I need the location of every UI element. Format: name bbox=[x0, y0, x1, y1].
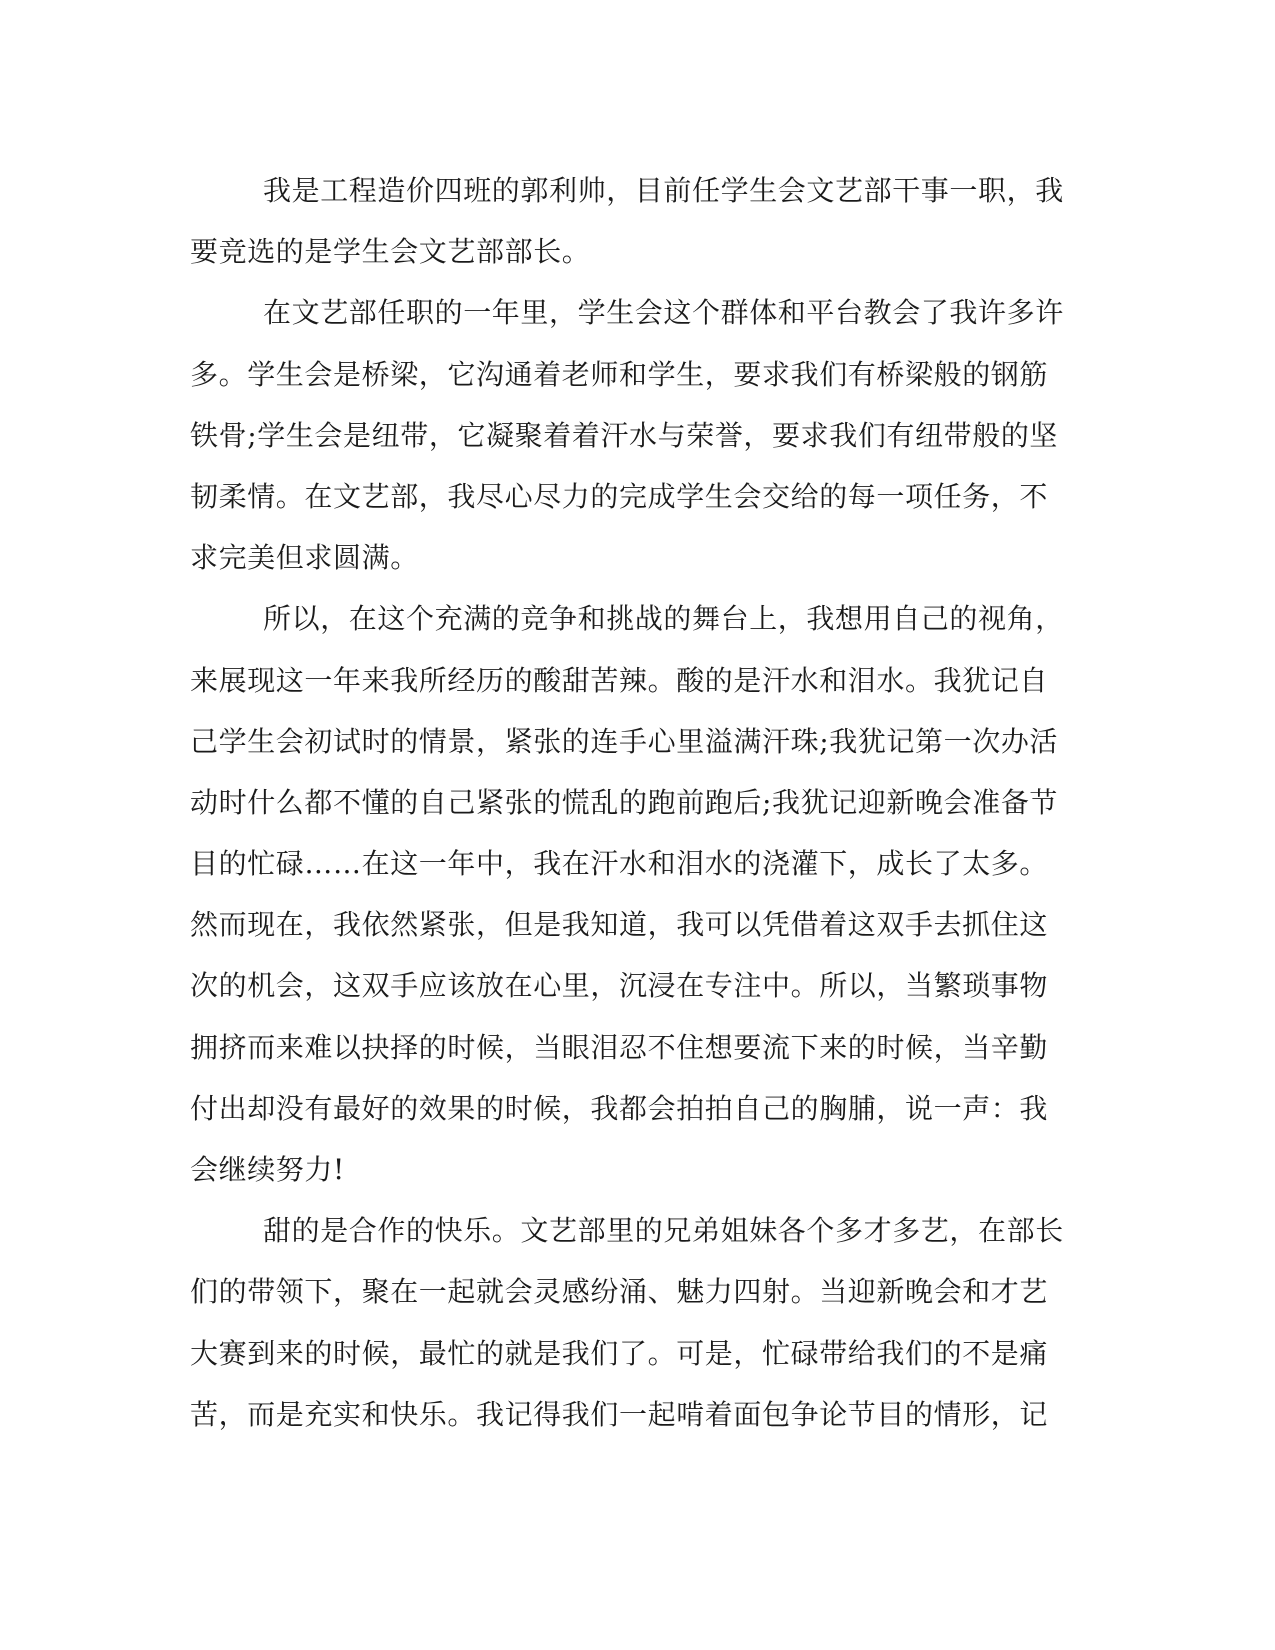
text-line: 求完美但求圆满。 bbox=[190, 541, 419, 575]
text-line: 己学生会初试时的情景，紧张的连手心里溢满汗珠;我犹记第一次办活 bbox=[190, 724, 1059, 758]
text-line: 拥挤而来难以抉择的时候，当眼泪忍不住想要流下来的时候，当辛勤 bbox=[190, 1030, 1049, 1064]
text-line: 我是工程造价四班的郭利帅，目前任学生会文艺部干事一职，我 bbox=[263, 174, 1064, 207]
text-line: 会继续努力! bbox=[190, 1153, 345, 1186]
text-line: 们的带领下，聚在一起就会灵感纷涌、魅力四射。当迎新晚会和才艺 bbox=[190, 1275, 1049, 1309]
text-line: 付出却没有最好的效果的时候，我都会拍拍自己的胸脯，说一声：我 bbox=[190, 1091, 1049, 1125]
text-line: 苦，而是充实和快乐。我记得我们一起啃着面包争论节目的情形，记 bbox=[190, 1397, 1049, 1431]
text-line: 在文艺部任职的一年里，学生会这个群体和平台教会了我许多许 bbox=[263, 296, 1064, 330]
document-body bbox=[190, 160, 1080, 1445]
text-line: 目的忙碌……在这一年中，我在汗水和泪水的浇灌下，成长了太多。 bbox=[190, 847, 1049, 881]
text-line: 韧柔情。在文艺部，我尽心尽力的完成学生会交给的每一项任务，不 bbox=[190, 479, 1049, 513]
text-line: 来展现这一年来我所经历的酸甜苦辣。酸的是汗水和泪水。我犹记自 bbox=[190, 663, 1049, 697]
text-line: 要竞选的是学生会文艺部部长。 bbox=[190, 235, 591, 269]
text-line: 次的机会，这双手应该放在心里，沉浸在专注中。所以，当繁琐事物 bbox=[190, 969, 1049, 1003]
text-line: 然而现在，我依然紧张，但是我知道，我可以凭借着这双手去抓住这 bbox=[190, 908, 1049, 942]
text-line: 铁骨;学生会是纽带，它凝聚着着汗水与荣誉，要求我们有纽带般的坚 bbox=[190, 418, 1059, 452]
text-line: 所以，在这个充满的竞争和挑战的舞台上，我想用自己的视角， bbox=[263, 602, 1064, 636]
text-line: 大赛到来的时候，最忙的就是我们了。可是，忙碌带给我们的不是痛 bbox=[190, 1336, 1049, 1370]
text-line: 甜的是合作的快乐。文艺部里的兄弟姐妹各个多才多艺，在部长 bbox=[263, 1214, 1064, 1248]
text-line: 多。学生会是桥梁，它沟通着老师和学生，要求我们有桥梁般的钢筋 bbox=[190, 357, 1049, 391]
text-line: 动时什么都不懂的自己紧张的慌乱的跑前跑后;我犹记迎新晚会准备节 bbox=[190, 785, 1059, 819]
